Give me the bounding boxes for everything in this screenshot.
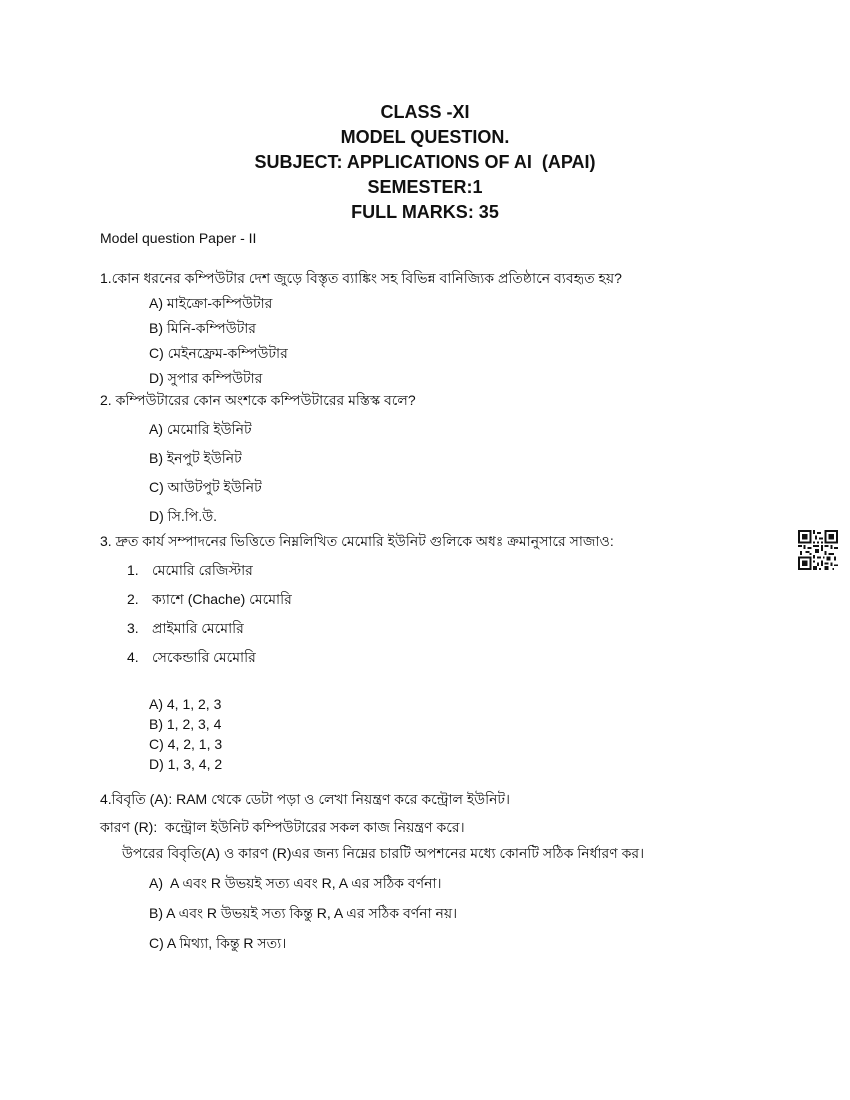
question-1-option-a: A) মাইক্রো-কম্পিউটার: [149, 295, 273, 311]
question-3-text: 3. দ্রুত কার্য সম্পাদনের ভিত্তিতে নিম্নলিখিত মেমোরি ইউনিট গুলিকে অধঃ ক্রমানুসারে সাজাও:: [100, 533, 614, 549]
item-text: ক্যাশে (Chache) মেমোরি: [152, 591, 292, 607]
question-1-option-d: D) সুপার কম্পিউটার: [149, 370, 263, 386]
question-4-instruction: উপরের বিবৃতি(A) ও কারণ (R)এর জন্য নিম্নের চারটি অপশনের মধ্যে কোনটি সঠিক নির্ধারণ কর।: [122, 845, 645, 861]
item-number: 1.: [127, 562, 139, 578]
question-3-item-3: [127, 618, 800, 638]
question-3-option-b: B) 1, 2, 3, 4: [149, 716, 222, 732]
class-line: CLASS -XI: [380, 102, 470, 122]
question-1-option-c: C) মেইনফ্রেম-কম্পিউটার: [149, 345, 288, 361]
question-4-option-c: C) A মিথ্যা, কিন্তু R সত্য।: [149, 935, 287, 951]
question-4-statement: 4.বিবৃতি (A): RAM থেকে ডেটা পড়া ও লেখা নিয়ন্ত্রণ করে কন্ট্রোল ইউনিট।: [100, 791, 511, 807]
question-4: [100, 789, 800, 953]
question-4-reason: কারণ (R): কন্ট্রোল ইউনিট কম্পিউটারের সকল কাজ নিয়ন্ত্রণ করে।: [100, 819, 465, 835]
question-1-text: 1.কোন ধরনের কম্পিউটার দেশ জুড়ে বিস্তৃত ব্যাঙ্কিং সহ বিভিন্ন বানিজ্যিক প্রতিষ্ঠানে ব্যবহৃত হয়?: [100, 270, 622, 286]
question-2-option-d: D) সি.পি.উ.: [149, 508, 217, 524]
question-4-option-b: B) A এবং R উভয়ই সত্য কিন্তু R, A এর সঠিক বর্ণনা নয়।: [149, 905, 458, 921]
semester-line: SEMESTER:1: [367, 177, 483, 197]
question-4-option-a: A) A এবং R উভয়ই সত্য এবং R, A এর সঠিক বর্ণনা।: [149, 875, 442, 891]
item-text: মেমোরি রেজিস্টার: [152, 562, 253, 578]
question-3-option-d: D) 1, 3, 4, 2: [149, 756, 223, 772]
model-question-line: MODEL QUESTION.: [340, 127, 510, 147]
full-marks-line: FULL MARKS: 35: [351, 202, 499, 222]
item-text: সেকেন্ডারি মেমোরি: [152, 649, 256, 665]
qr-code-icon: [798, 530, 838, 570]
item-number: 4.: [127, 649, 139, 665]
question-2: [100, 390, 800, 526]
question-3-option-c: C) 4, 2, 1, 3: [149, 736, 223, 752]
questions: [100, 268, 800, 953]
question-2-option-b: B) ইনপুট ইউনিট: [149, 450, 242, 466]
question-2-option-a: A) মেমোরি ইউনিট: [149, 421, 252, 437]
question-3-item-1: [127, 560, 800, 580]
question-3-options: [100, 694, 800, 774]
question-1-option-b: B) মিনি-কম্পিউটার: [149, 320, 257, 336]
item-number: 3.: [127, 620, 139, 636]
paper-header: [0, 100, 850, 225]
question-3-item-4: [127, 647, 800, 667]
question-3-option-a: A) 4, 1, 2, 3: [149, 696, 222, 712]
question-1: [100, 268, 800, 388]
item-text: প্রাইমারি মেমোরি: [152, 620, 244, 636]
paper-label: Model question Paper - II: [100, 230, 257, 246]
item-number: 2.: [127, 591, 139, 607]
question-2-option-c: C) আউটপুট ইউনিট: [149, 479, 262, 495]
subject-line: SUBJECT: APPLICATIONS OF AI (APAI): [254, 152, 596, 172]
question-2-text: 2. কম্পিউটারের কোন অংশকে কম্পিউটারের মস্তিস্ক বলে?: [100, 392, 416, 408]
question-3-item-2: [127, 589, 800, 609]
question-3: [100, 531, 800, 774]
